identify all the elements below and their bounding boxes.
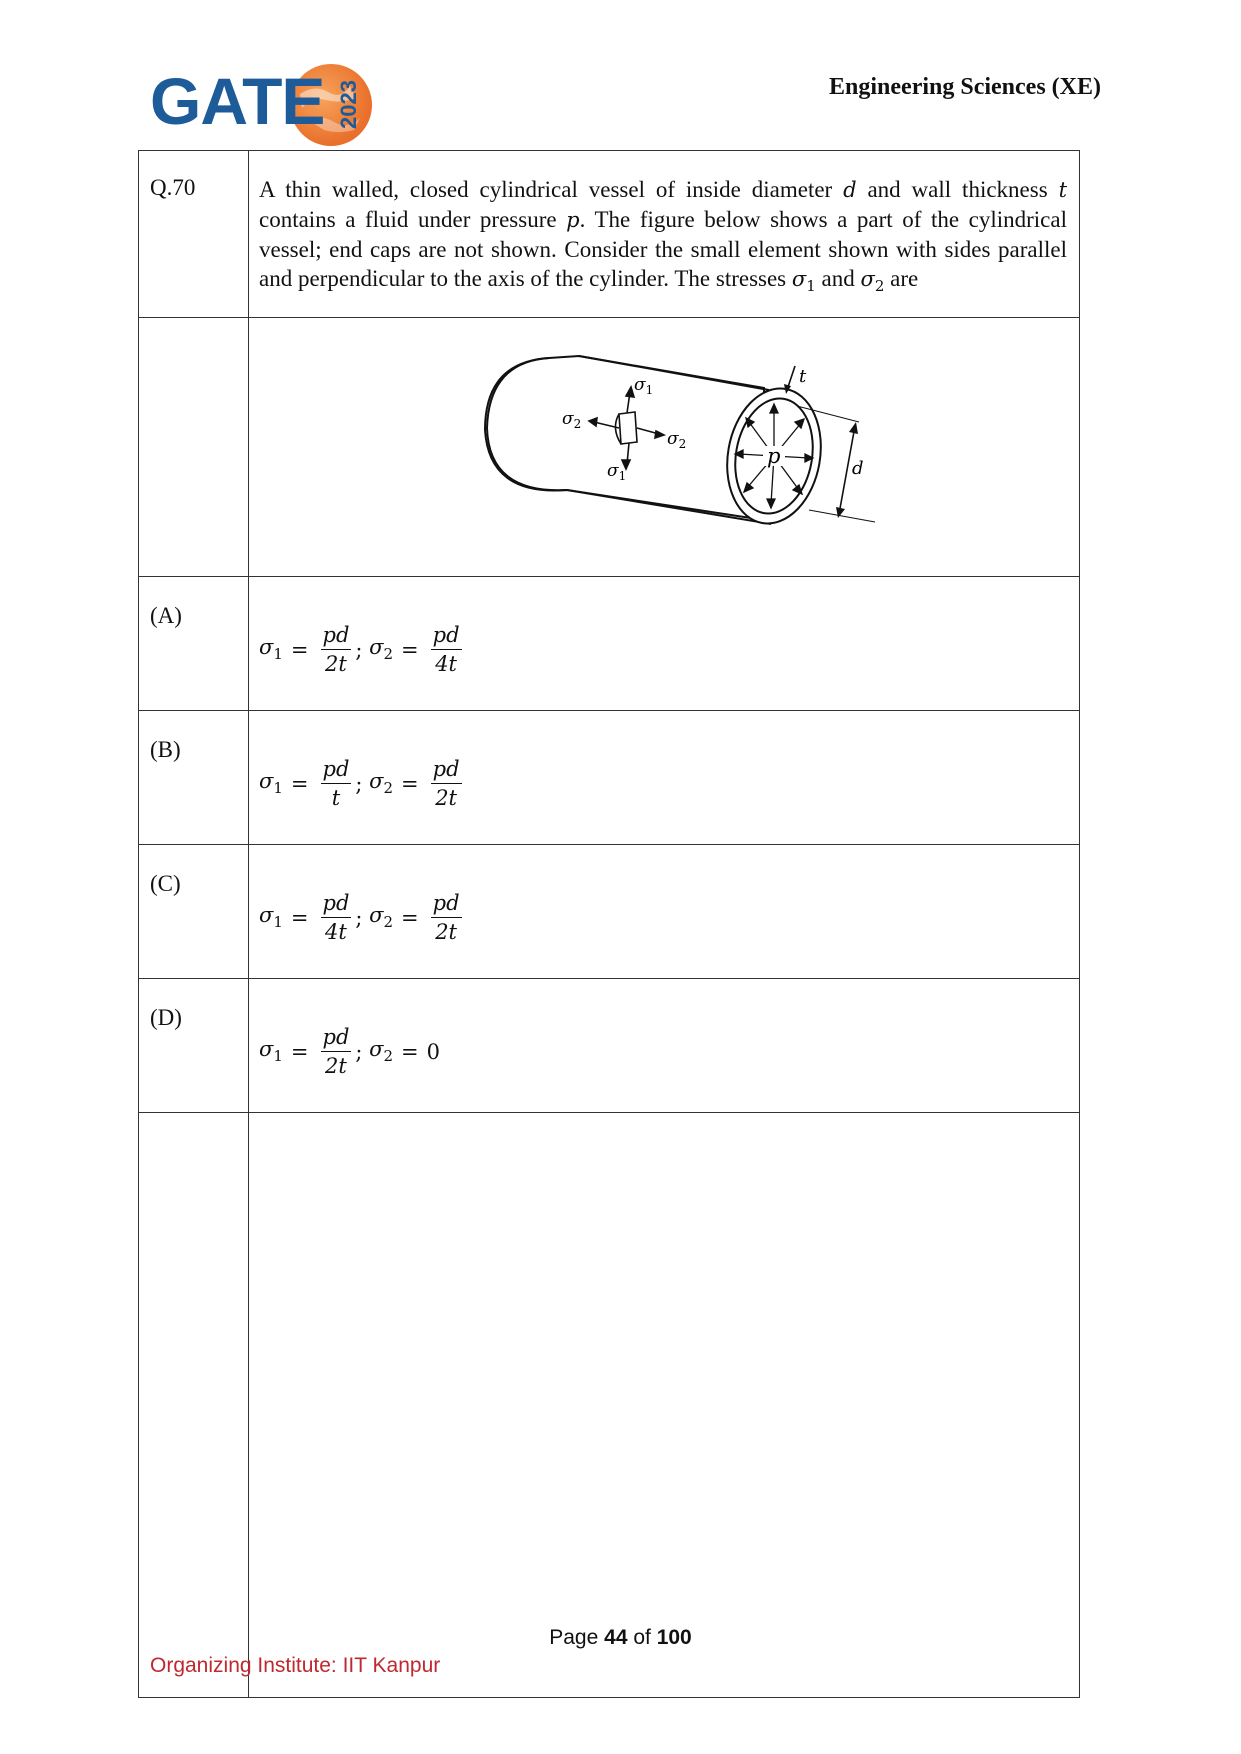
blank-workspace (249, 1113, 1080, 1698)
cylinder-figure (249, 318, 1101, 576)
sigma2-right-label: $\sigma_2$ (667, 429, 687, 451)
sigma2-left-label: $\sigma_2$ (562, 409, 582, 431)
option-d-row[interactable] (139, 979, 1080, 1113)
figure-cell (249, 318, 1080, 577)
option-b-formula: $\sigma_1$ = $\frac{pd}{t}$ ; $\sigma_2$ = $\frac{pd}{2t}$ (259, 757, 460, 810)
option-label: (D) (139, 979, 249, 1113)
option-label: (C) (139, 845, 249, 979)
logo-year: 2023 (336, 80, 361, 130)
question-number: Q.70 (139, 151, 249, 318)
option-label: (B) (139, 711, 249, 845)
page-number: Page 44 of 100 (549, 1626, 692, 1649)
thickness-label: t (799, 366, 807, 387)
logo-text: GATE (150, 64, 325, 138)
question-text: A thin walled, closed cylindrical vessel of inside diameter d and wall thickness t contains a fluid under pressure p. The figure below shows a part of the cylindrical vessel; end caps are not shown. Consider the small element shown with sides parallel and perpendicular to the axis of the cylinder. The stresses $\sigma_1$ and $\sigma_2$ are (249, 151, 1080, 318)
option-c-row[interactable] (139, 845, 1080, 979)
subject-title: Engineering Sciences (XE) (829, 74, 1101, 100)
organizing-institute: Organizing Institute: IIT Kanpur (150, 1654, 441, 1677)
option-c-formula: $\sigma_1$ = $\frac{pd}{4t}$ ; $\sigma_2$ = $\frac{pd}{2t}$ (259, 891, 460, 944)
gate-logo (150, 56, 380, 146)
option-d-formula: $\sigma_1$ = $\frac{pd}{2t}$ ; $\sigma_2$ = 0 (259, 1025, 441, 1078)
pressure-label: p (767, 444, 781, 468)
sigma1-bottom-label: $\sigma_1$ (607, 461, 627, 483)
option-a-row[interactable] (139, 577, 1080, 711)
option-a-formula: $\sigma_1$ = $\frac{pd}{2t}$ ; $\sigma_2$ = $\frac{pd}{4t}$ (259, 623, 460, 676)
diameter-label: d (852, 458, 864, 479)
question-table (138, 150, 1080, 1698)
option-b-row[interactable] (139, 711, 1080, 845)
option-label: (A) (139, 577, 249, 711)
sigma1-top-label: $\sigma_1$ (634, 375, 654, 397)
